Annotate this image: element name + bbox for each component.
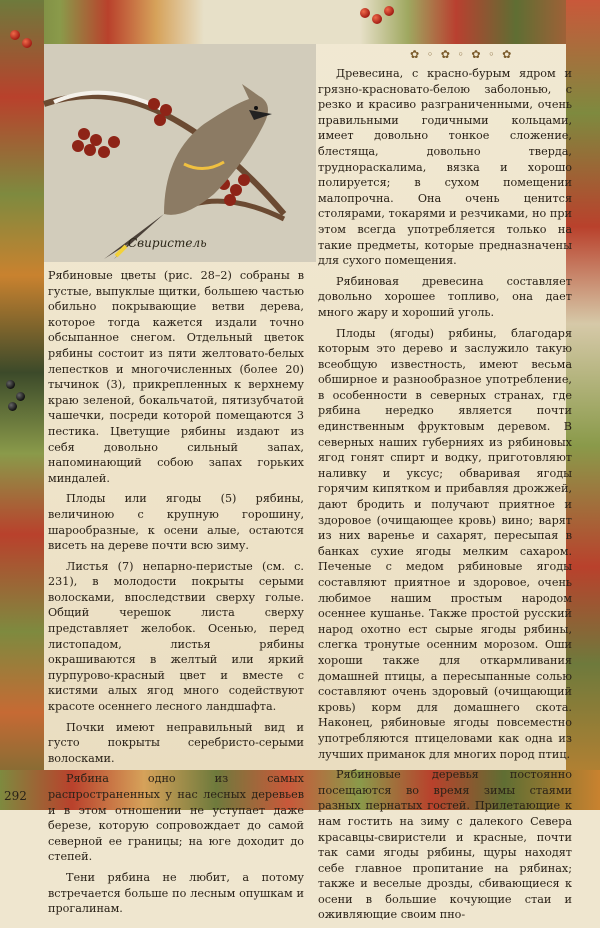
ornament-divider: ✿ ◦ ✿ ◦ ✿ ◦ ✿	[410, 48, 514, 61]
text-column-right	[318, 66, 572, 928]
paragraph: Плоды или ягоды (5) рябины, величиною с крупную горошину, шарообразные, к осени алые, остаются висеть на дереве почти всю зиму.	[48, 492, 304, 553]
paragraph: Листья (7) непарно-перистые (см. с. 231), в молодости покрыты серыми волосками, впоследствии сверху голые. Общий черешок листа сверху представляет желобок. Осенью, перед листопадом, листья рябины окрашиваются в желтый или яркий пурпурово-красный цвет и вместе с кистями алых ягод много содействуют красоте осеннего лесного ландшафта.	[48, 559, 304, 714]
paragraph: Рябиновые цветы (рис. 28–2) собраны в густые, выпуклые щитки, большею частью обильно покрывающие ветви дерева, которое тогда кажется издали точно обсыпанное снегом. Отдельный цветок рябины состоит из пяти желтовато-белых лепестков и многочисленных (более 20) тычинок (3), прикрепленных к верхнему краю зеленой, бокальчатой, пятизубчатой чашечки, посреди которой помещаются 3 пестика. Цветущие рябины издают из себя довольно сильный запах, напоминающий собою запах горьких миндалей.	[48, 269, 304, 485]
waxwing-illustration	[44, 44, 316, 262]
paragraph: Тени рябина не любит, а потому встречается больше по лесным опушкам и прогалинам.	[48, 870, 304, 916]
autumn-leaves-border-left	[0, 0, 44, 810]
paragraph: Почки имеют неправильный вид и густо покрыты серебристо-серыми волосками.	[48, 720, 304, 765]
paragraph: Рябиновые деревья постоянно посещаются во время зимы стаями разных пернатых гостей. Прилетающие к нам гостить на зиму с далекого Севера красавцы-свиристели и красные, почти так сами ягоды рябины, щуры находят себе главное пропитание на рябинах; также и веселые дрозды, сбивающиеся к осени в большие кочующие стаи и оживляющие своим пно-	[318, 768, 572, 922]
page-number: 292	[4, 789, 27, 803]
text-column-left	[48, 268, 304, 922]
paragraph: Рябиновая древесина составляет довольно хорошее топливо, она дает много жару и хороший уголь.	[318, 274, 572, 319]
paragraph: Древесина, с красно-бурым ядром и грязно-красновато-белою заболонью, с резко и красиво разграниченными, очень правильными годичными кольцами, имеет довольно тонкое сложение, блестяща, довольно тверда, труднораскалима, вязка и хорошо полируется; в сухом помещении малопрочна. Она очень ценится столярами, токарями и резчиками, но при этом всегда употребляется только на такие предметы, которые предназначены для сухого помещения.	[318, 67, 572, 268]
waxwing-bird-icon	[44, 44, 316, 262]
paragraph: Плоды (ягоды) рябины, благодаря которым это дерево и заслужило такую всеобщую известность, имеют весьма обширное и разнообразное употребление, в особенности в северных странах, где рябина нередко является почти единственным фруктовым деревом. В северных наших губерниях из рябиновых ягод гонят спирт и водку, приготовляют наливку и уксус; обваривая ягоды горячим кипятком и прибавляя дрожжей, дают бродить и получают приятное и здоровое (очищающее кровь) вино; варят из них варенье и сахарят, пересыпая в банках сухие ягоды мелким сахаром. Печеные с медом рябиновые ягоды составляют приятное и здоровое, очень любимое нашим простым народом осеннее кушанье. Также простой русский народ охотно ест сырые ягоды рябины, слегка тронутые осенним морозом. Оши хороши также для откармливания домашней птицы, а пересыпанные солью составляют очень здоровый (очищающий кровь) корм для домашнего скота. Наконец, рябиновые ягоды повсеместно употребляются птицеловами как одна из лучших приманок для многих пород птиц.	[318, 326, 572, 761]
illustration-caption: Свиристель	[128, 236, 207, 250]
paragraph: Рябина одно из самых распространенных у нас лесных деревьев и в этом отношении не уступает даже березе, которую сопровождает до самой северной ее границы; на юге доходит до степей.	[48, 772, 304, 864]
autumn-leaves-border-top	[0, 0, 600, 44]
